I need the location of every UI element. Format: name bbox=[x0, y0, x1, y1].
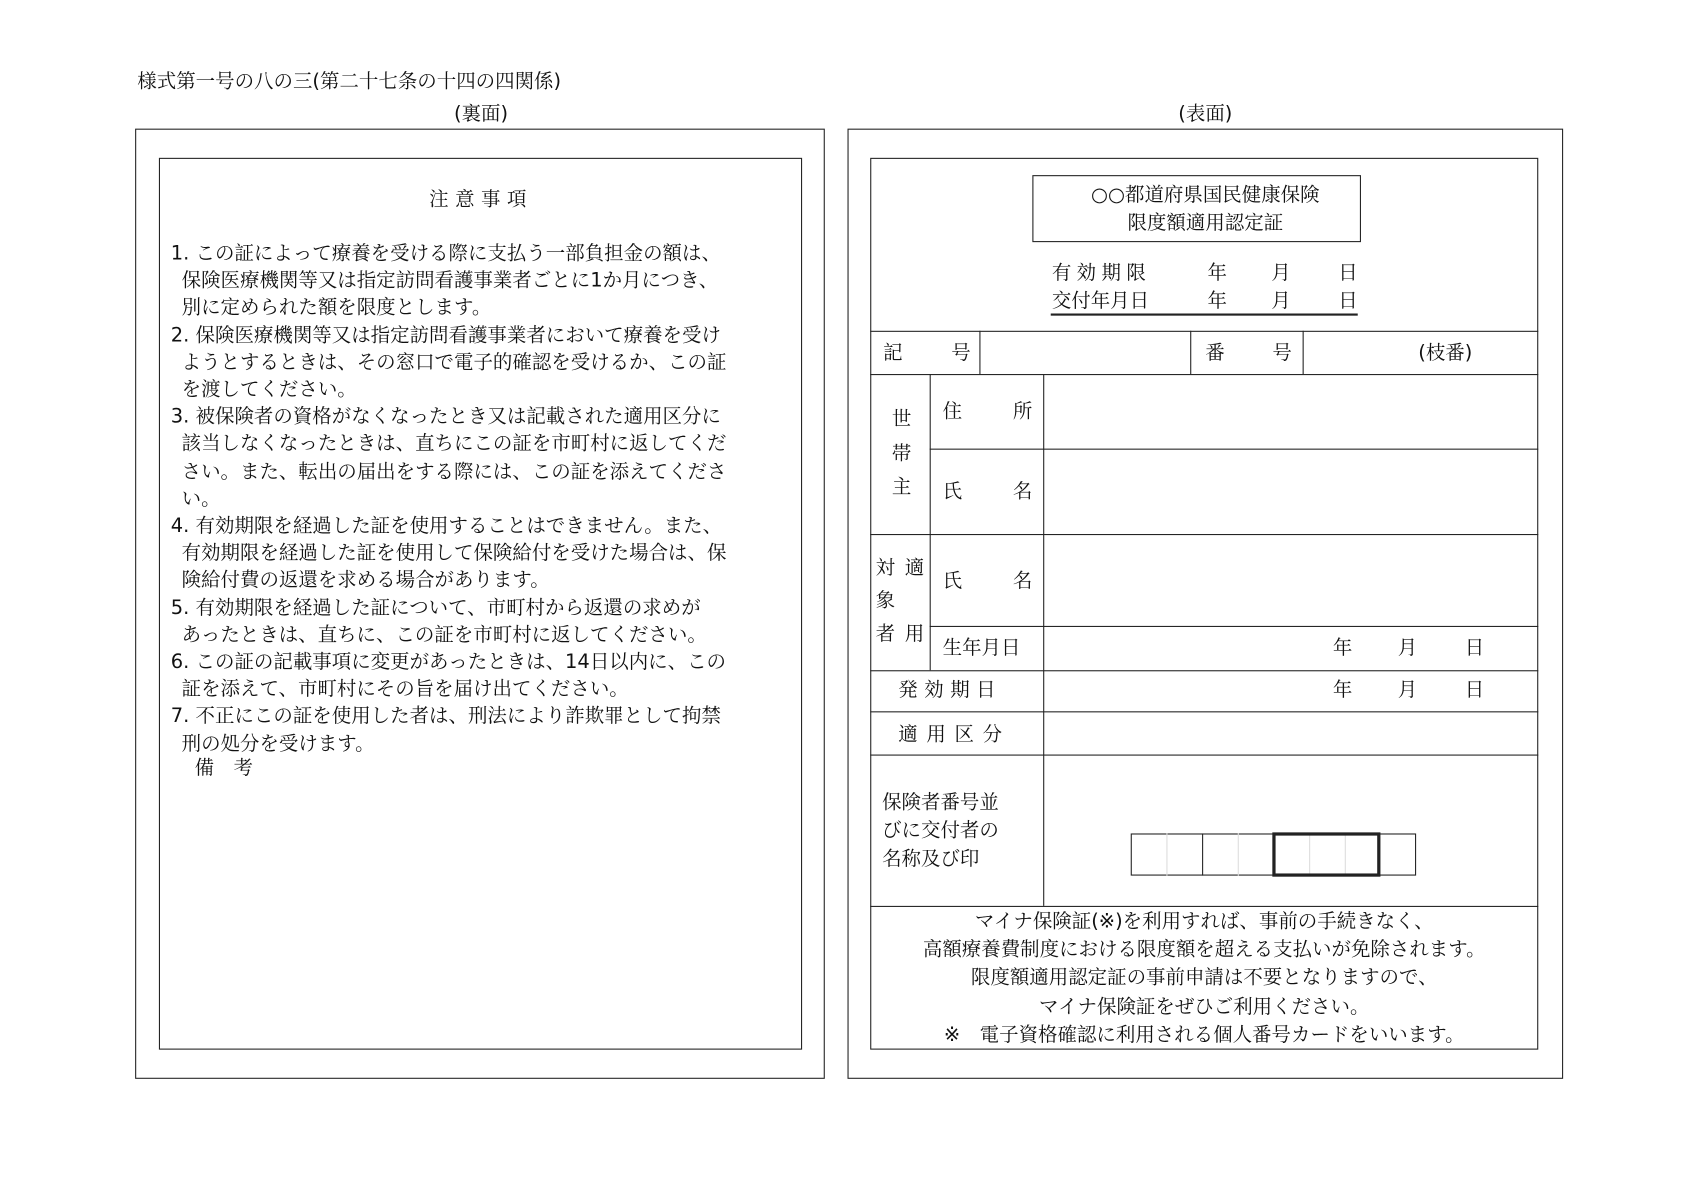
edaban-label: (枝番) bbox=[1418, 341, 1473, 365]
front-label: (表面) bbox=[1178, 102, 1233, 126]
year-label: 年 bbox=[1207, 289, 1227, 313]
notice-line: ※ 電子資格確認に利用される個人番号カードをいいます。 bbox=[943, 1023, 1465, 1047]
insurer-label: 名称及び印 bbox=[882, 847, 980, 871]
month-label: 月 bbox=[1397, 678, 1418, 702]
effective-date-label: 発効期日 bbox=[898, 678, 1003, 702]
month-label: 月 bbox=[1271, 261, 1291, 285]
notes-title: 注意事項 bbox=[429, 188, 533, 211]
note-line: 険給付費の返還を求める場合があります。 bbox=[181, 569, 550, 592]
subject-label: 用 bbox=[904, 622, 925, 646]
note-line: 有効期限を経過した証を使用して保険給付を受けた場合は、保 bbox=[181, 541, 727, 565]
note-line: 保険医療機関等又は指定訪問看護事業者ごとに1か月につき、 bbox=[181, 269, 719, 293]
note-line: 証を添えて、市町村にその旨を届け出てください。 bbox=[181, 677, 629, 701]
subject-label: 象 bbox=[875, 589, 896, 612]
notice-line: マイナ保険証をぜひご利用ください。 bbox=[1039, 995, 1370, 1018]
year-label: 年 bbox=[1207, 261, 1227, 285]
name-label: 名 bbox=[1012, 479, 1033, 503]
address-label: 住 bbox=[942, 399, 963, 423]
subject-label: 者 bbox=[875, 622, 896, 646]
month-label: 月 bbox=[1397, 636, 1418, 660]
year-label: 年 bbox=[1332, 636, 1353, 660]
day-label: 日 bbox=[1338, 261, 1358, 285]
form-header: 様式第一号の八の三(第二十七条の十四の四関係) bbox=[137, 70, 562, 93]
card-title-line1: ○○都道府県国民健康保険 bbox=[1091, 183, 1320, 207]
note-line: い。 bbox=[181, 487, 221, 511]
note-line: 刑の処分を受けます。 bbox=[181, 732, 375, 756]
kigo-label: 号 bbox=[951, 341, 971, 365]
note-line: ようとするときは、その窓口で電子的確認を受けるか、この証 bbox=[181, 351, 727, 374]
notice-line: 限度額適用認定証の事前申請は不要となりますので、 bbox=[970, 966, 1438, 990]
issue-date-label: 交付年月日 bbox=[1051, 289, 1150, 313]
category-label: 適用区分 bbox=[898, 723, 1011, 746]
day-label: 日 bbox=[1464, 678, 1485, 702]
subject-label: 適 bbox=[904, 556, 925, 580]
subject-label: 対 bbox=[875, 556, 896, 580]
note-line: 6. この証の記載事項に変更があったときは、14日以内に、この bbox=[170, 650, 727, 674]
bango-label: 号 bbox=[1272, 341, 1292, 365]
insurer-label: 保険者番号並 bbox=[882, 791, 999, 814]
household-head-label: 世 bbox=[891, 407, 912, 431]
day-label: 日 bbox=[1464, 636, 1485, 660]
year-label: 年 bbox=[1332, 678, 1353, 702]
insurer-number-bold-box bbox=[1272, 832, 1380, 876]
month-label: 月 bbox=[1271, 289, 1291, 313]
name-label: 名 bbox=[1012, 569, 1033, 593]
name-label: 氏 bbox=[942, 569, 963, 593]
kigo-label: 記 bbox=[883, 341, 903, 365]
insurer-label: びに交付者の bbox=[882, 819, 999, 843]
note-line: 該当しなくなったときは、直ちにこの証を市町村に返してくだ bbox=[181, 432, 727, 456]
note-line: 別に定められた額を限度とします。 bbox=[181, 296, 492, 320]
note-line: を渡してください。 bbox=[181, 378, 357, 402]
note-line: あったときは、直ちに、この証を市町村に返してください。 bbox=[181, 623, 707, 647]
name-label: 氏 bbox=[942, 479, 963, 503]
note-line: 2. 保険医療機関等又は指定訪問看護事業者において療養を受け bbox=[170, 323, 721, 347]
note-line: 3. 被保険者の資格がなくなったとき又は記載された適用区分に bbox=[170, 405, 721, 429]
note-line: 7. 不正にこの証を使用した者は、刑法により詐欺罪として拘禁 bbox=[170, 705, 721, 728]
notice-line: 高額療養費制度における限度額を超える支払いが免除されます。 bbox=[922, 938, 1486, 962]
note-line: 1. この証によって療養を受ける際に支払う一部負担金の額は、 bbox=[170, 242, 721, 265]
note-line: さい。また、転出の届出をする際には、この証を添えてくださ bbox=[181, 460, 727, 483]
issue-date-underline bbox=[1051, 313, 1358, 315]
remarks-label: 備 考 bbox=[194, 756, 253, 780]
valid-until-label: 有効期限 bbox=[1051, 261, 1152, 285]
address-label: 所 bbox=[1012, 399, 1033, 423]
notice-line: マイナ保険証(※)を利用すれば、事前の手続きなく、 bbox=[974, 910, 1434, 933]
note-line: 5. 有効期限を経過した証について、市町村から返還の求めが bbox=[170, 596, 701, 619]
card-title-line2: 限度額適用認定証 bbox=[1127, 211, 1284, 235]
back-label: (裏面) bbox=[453, 102, 509, 126]
day-label: 日 bbox=[1338, 289, 1358, 313]
household-head-label: 帯 bbox=[891, 442, 912, 465]
bango-label: 番 bbox=[1205, 341, 1225, 365]
note-line: 4. 有効期限を経過した証を使用することはできません。また、 bbox=[170, 514, 723, 538]
household-head-label: 主 bbox=[891, 475, 912, 499]
birth-date-label: 生年月日 bbox=[942, 636, 1021, 660]
